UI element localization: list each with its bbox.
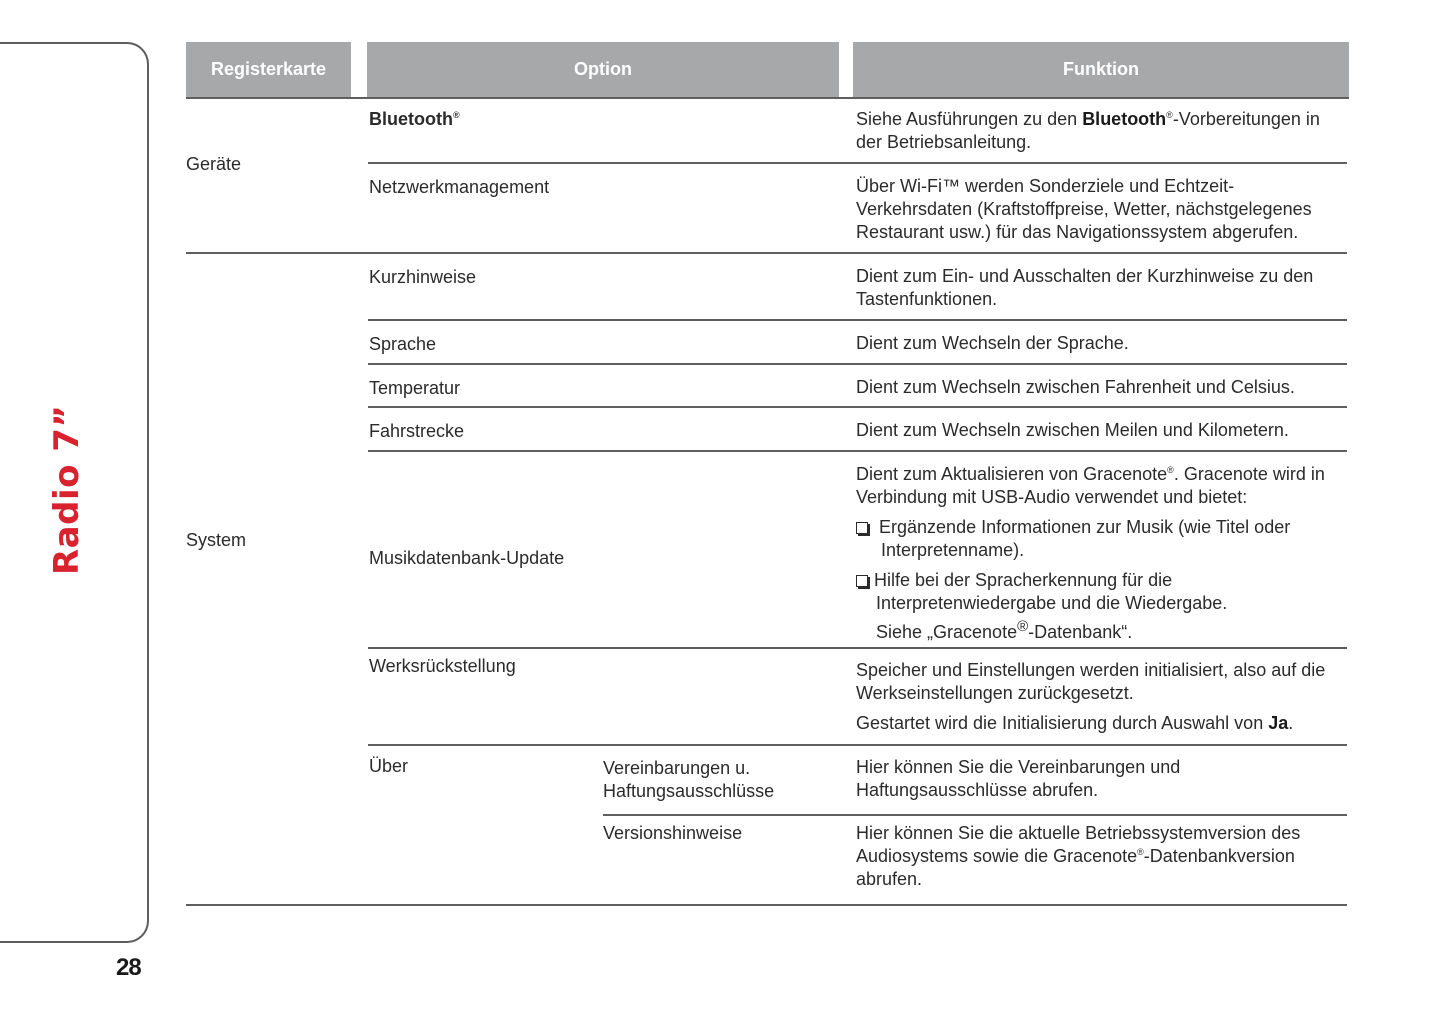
function-netzwerkmanagement (856, 175, 1312, 244)
function-vereinbarungen (856, 756, 1180, 802)
text-line: Interpretenwiedergabe und die Wiedergabe. (876, 593, 1228, 613)
function-kurzhinweise (856, 265, 1313, 311)
group-label-system: System (186, 530, 247, 550)
function-fahrstrecke: Dient zum Wechseln zwischen Meilen und Kilometern. (856, 420, 1289, 440)
function-sprache: Dient zum Wechseln der Sprache. (856, 333, 1129, 353)
text: -Datenbank“. (1028, 622, 1133, 642)
header-divider (186, 97, 1349, 99)
text-line: Haftungsausschlüsse abrufen. (856, 780, 1099, 800)
function-temperatur: Dient zum Wechseln zwischen Fahrenheit und Celsius. (856, 377, 1295, 397)
row-divider (603, 814, 1347, 816)
header-funktion: Funktion (853, 42, 1349, 97)
table-bottom-border (186, 904, 1347, 906)
checkbox-bullet-icon (856, 575, 868, 587)
text-line: Werkseinstellungen zurückgesetzt. (856, 683, 1134, 703)
row-divider (368, 406, 1347, 408)
text: . (1288, 713, 1294, 733)
text-line: Vereinbarungen u. (603, 758, 751, 778)
text: Ergänzende Informationen zur Musik (wie Titel oder (879, 517, 1291, 537)
text-line: Hier können Sie die Vereinbarungen und (856, 757, 1181, 777)
option-bluetooth-label: Bluetooth (369, 109, 453, 129)
function-werksrueckstellung (856, 659, 1325, 735)
option-netzwerkmanagement: Netzwerkmanagement (369, 177, 550, 197)
text-line: der Betriebsanleitung. (856, 132, 1032, 152)
option-ueber: Über (369, 756, 409, 776)
bullet-item (856, 569, 1227, 644)
option-werksrueckstellung: Werksrückstellung (369, 656, 516, 676)
text-line: Verkehrsdaten (Kraftstoffpreise, Wetter, nächstgelegenes (856, 199, 1312, 219)
registered-mark: ® (1137, 847, 1144, 857)
function-versionshinweise (856, 822, 1300, 891)
row-divider (368, 363, 1347, 365)
row-divider (368, 450, 1347, 452)
row-divider (368, 319, 1347, 321)
option-temperatur: Temperatur (369, 378, 461, 398)
text-line: Restaurant usw.) für das Navigationssystem abgerufen. (856, 222, 1299, 242)
text: Gestartet wird die Initialisierung durch Auswahl von (856, 713, 1269, 733)
suboption-versionshinweise: Versionshinweise (603, 823, 743, 843)
text-line: Über Wi-Fi™ werden Sonderziele und Echtzeit- (856, 176, 1235, 196)
registered-mark: ® (1166, 110, 1173, 120)
text-line: Speicher und Einstellungen werden initialisiert, also auf die (856, 660, 1326, 680)
text: -Vorbereitungen in (1172, 109, 1320, 129)
option-kurzhinweise: Kurzhinweise (369, 267, 477, 287)
registered-mark: ® (1017, 618, 1029, 635)
row-divider (368, 744, 1347, 746)
page-number: 28 (116, 954, 141, 981)
group-divider (186, 252, 1347, 254)
function-musikdatenbank-intro (856, 463, 1325, 509)
suboption-vereinbarungen (603, 757, 774, 803)
text: Dient zum Aktualisieren von Gracenote (856, 464, 1168, 484)
option-sprache: Sprache (369, 334, 437, 354)
function-bluetooth (856, 108, 1320, 154)
group-label-geraete: Geräte (186, 154, 242, 174)
registered-mark: ® (452, 110, 460, 120)
text-line: Haftungsausschlüsse (603, 781, 775, 801)
text: Audiosystems sowie die Gracenote (856, 846, 1138, 866)
text: Hilfe bei der Spracherkennung für die (874, 570, 1173, 590)
row-divider (368, 647, 1347, 649)
text: -Datenbankversion (1143, 846, 1295, 866)
option-fahrstrecke: Fahrstrecke (369, 421, 465, 441)
bold-text: Bluetooth (1082, 109, 1167, 129)
text-line: Verbindung mit USB-Audio verwendet und bietet: (856, 487, 1248, 507)
text-line: Tastenfunktionen. (856, 289, 998, 309)
checkbox-bullet-icon (856, 522, 868, 534)
registered-mark: ® (1167, 465, 1174, 475)
text-line: Hier können Sie die aktuelle Betriebssystemversion des (856, 823, 1301, 843)
row-divider (368, 162, 1347, 164)
text: Siehe Ausführungen zu den (856, 109, 1083, 129)
section-title: Radio 7” (47, 404, 87, 575)
header-option: Option (367, 42, 839, 97)
header-registerkarte: Registerkarte (186, 42, 351, 97)
bullet-item (856, 516, 1290, 562)
option-bluetooth (369, 108, 460, 131)
text-line: Interpretenname). (881, 540, 1025, 560)
text: Siehe „Gracenote (876, 622, 1018, 642)
option-musikdatenbank-update: Musikdatenbank-Update (369, 548, 565, 568)
text-line: abrufen. (856, 869, 923, 889)
text-line: Dient zum Ein- und Ausschalten der Kurzhinweise zu den (856, 266, 1314, 286)
bold-text: Ja (1268, 713, 1289, 733)
text: . Gracenote wird in (1173, 464, 1325, 484)
